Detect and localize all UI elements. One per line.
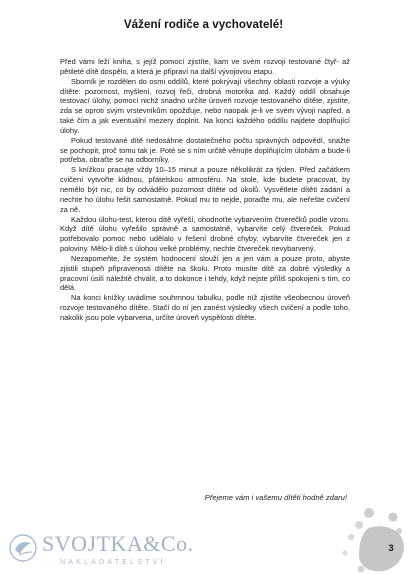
page-number: 3 [388, 543, 394, 554]
publisher-logo-mark-icon [8, 533, 38, 563]
paragraph: Pokud testované dítě nedosáhne dostatečného počtu správných odpovědí, snažte se pochopit, proč tomu tak je. Poté se s ním určitě věnujte doplňujícím úlohám a bude-li potřeba, obraťte se na odborníky. [60, 135, 350, 165]
paragraph: S knížkou pracujte vždy 10–15 minut a pouze několikrát za týden. Před začátkem cvičení vytvořte klidnou, přátelskou atmosféru. Na stole, kde budete pracovat, by nemělo být nic, co by odvádělo pozornost dítěte od úkolů. Vysvětlete dítěti zadání a nechte ho úlohu řešit samostatně. Pokud mu to nejde, poraďte mu, ale neřešte cvičení za ně. [60, 165, 350, 214]
body-text [60, 57, 350, 323]
closing-wish: Přejeme vám i vašemu dítěti hodně zdaru! [204, 493, 347, 502]
paragraph: Na konci knížky uvádíme souhrnnou tabulku, podle níž zjistíte všeobecnou úroveň rozvoje testovaného dítěte. Stačí do ní jen zanést výsledky všech cvičení a podle toho, nakolik jsou pole vybarvena, určíte úroveň vyspělosti dítěte. [60, 293, 350, 322]
page-title: Vážení rodiče a vychovatelé! [123, 18, 284, 31]
paragraph: Nezapomeňte, že systém hodnocení slouží jen a jen vám a pouze proto, abyste zjistili stupeň připravenosti dítěte na školu. Proto musíte dítě za dobré výsledky a pracovní úsilí náležitě chválit, a to dokonce i tehdy, když nejste příliš spokojeni s tím, co dělá. [60, 253, 350, 293]
paragraph: Každou úlohu-test, kterou dítě vyřeší, ohodnoťte vybarvením čtverečků podle vzoru. Když dítě úlohu vyřešilo správně a samostatně, vybarvíte celý čtvereček. Pokud potřebovalo pomoc nebo udělalo v řešení drobné chyby, vybarvíte čtvereček jen z poloviny. Mělo-li dítě s úlohou velké problémy, nechte čtvereček nevybarvený. [60, 214, 350, 254]
publisher-logo [8, 531, 208, 571]
paragraph: Sborník je rozdělen do osmi oddílů, které pokrývají všechny oblasti rozvoje a výuky dítěte: pozornost, myšlení, rozvoj řeči, drobná motorika atd. Každý oddíl obsahuje testovací úlohy, pomocí nichž snadno určíte úroveň rozvoje testovaného dítěte, zjistíte, zda se oproti svým vrstevníkům opožďuje, nebo naopak je-li ve svém vývoji napřed, a také čím a jak eventuální mezery doplnit. Na konci každého oddílu najdete doplňující úlohy. [60, 76, 350, 135]
publisher-subtitle: NAKLADATELSTVÍ [60, 557, 166, 566]
publisher-name: SVOJTKA&Co. [42, 531, 194, 556]
paint-splash-icon [337, 507, 407, 575]
paragraph: Před vámi leží kniha, s jejíž pomocí zjistíte, kam ve svém rozvoji testované čtyř- až pětileté dítě dospělo, a která je připraví na další vývojovou etapu. [60, 57, 350, 76]
